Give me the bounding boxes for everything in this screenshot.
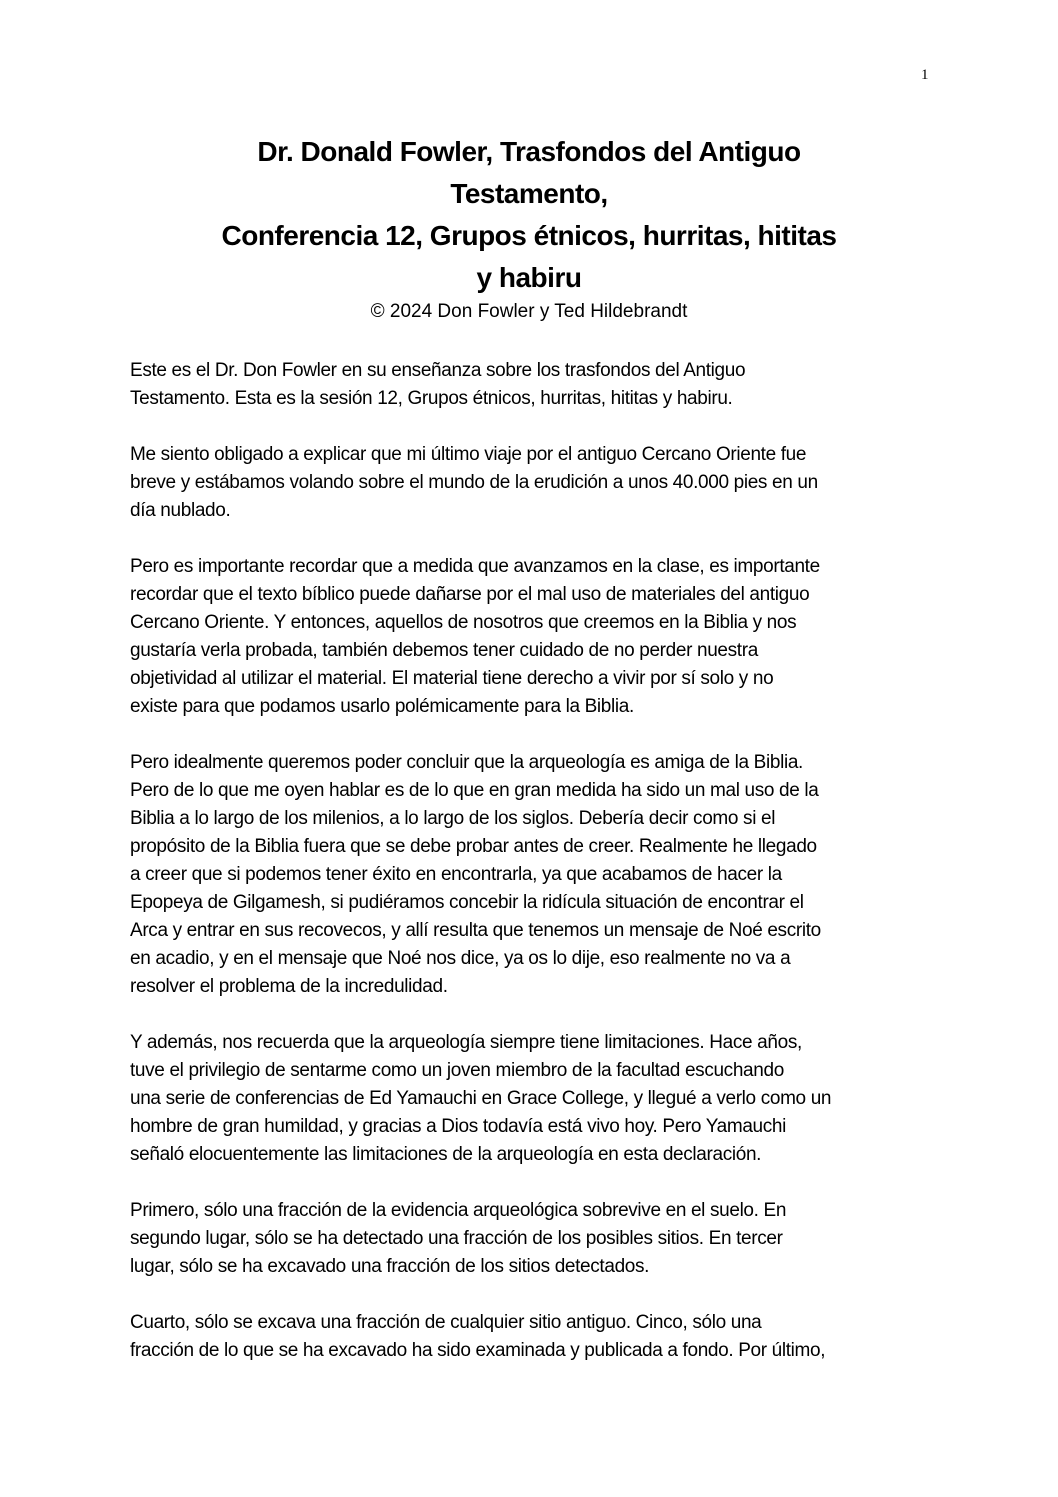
title-line-4: y habiru [476, 262, 582, 293]
text-line: día nublado. [130, 500, 231, 521]
text-line: una serie de conferencias de Ed Yamauchi en Grace College, y llegué a verlo como un [130, 1088, 832, 1109]
text-line: fracción de lo que se ha excavado ha sido examinada y publicada a fondo. Por último, [130, 1340, 826, 1361]
text-line: Arca y entrar en sus recovecos, y allí resulta que tenemos un mensaje de Noé escrito [130, 920, 821, 941]
text-line: Cuarto, sólo se excava una fracción de cualquier sitio antiguo. Cinco, sólo una [130, 1312, 762, 1333]
text-line: Primero, sólo una fracción de la evidencia arqueológica sobrevive en el suelo. En [130, 1200, 787, 1221]
text-line: Cercano Oriente. Y entonces, aquellos de nosotros que creemos en la Biblia y nos [130, 612, 797, 633]
text-line: en acadio, y en el mensaje que Noé nos dice, ya os lo dije, eso realmente no va a [130, 948, 791, 969]
paragraph [130, 1197, 930, 1281]
paragraph [130, 357, 930, 413]
text-line: Y además, nos recuerda que la arqueología siempre tiene limitaciones. Hace años, [130, 1032, 802, 1053]
title-line-2: Testamento, [450, 178, 608, 209]
text-line: a creer que si podemos tener éxito en encontrarla, ya que acabamos de hacer la [130, 864, 782, 885]
paragraph [130, 1309, 930, 1365]
text-line: Pero es importante recordar que a medida que avanzamos en la clase, es importante [130, 556, 820, 577]
title-line-3: Conferencia 12, Grupos étnicos, hurritas, hititas [221, 220, 837, 251]
title-line-1: Dr. Donald Fowler, Trasfondos del Antiguo [257, 136, 801, 167]
text-line: lugar, sólo se ha excavado una fracción de los sitios detectados. [130, 1256, 650, 1277]
text-line: Epopeya de Gilgamesh, si pudiéramos concebir la ridícula situación de encontrar el [130, 892, 804, 913]
document-header [130, 131, 928, 327]
document-body [130, 357, 930, 1393]
text-line: breve y estábamos volando sobre el mundo de la erudición a unos 40.000 pies en un [130, 472, 818, 493]
text-line: hombre de gran humildad, y gracias a Dios todavía está vivo hoy. Pero Yamauchi [130, 1116, 787, 1137]
paragraph [130, 441, 930, 525]
text-line: objetividad al utilizar el material. El material tiene derecho a vivir por sí solo y no [130, 668, 774, 689]
text-line: Pero idealmente queremos poder concluir que la arqueología es amiga de la Biblia. [130, 752, 803, 773]
copyright-notice: © 2024 Don Fowler y Ted Hildebrandt [370, 301, 688, 322]
text-line: Me siento obligado a explicar que mi último viaje por el antiguo Cercano Oriente fue [130, 444, 807, 465]
text-line: propósito de la Biblia fuera que se debe probar antes de creer. Realmente he llegado [130, 836, 817, 857]
text-line: recordar que el texto bíblico puede dañarse por el mal uso de materiales del antiguo [130, 584, 810, 605]
text-line: Testamento. Esta es la sesión 12, Grupos étnicos, hurritas, hititas y habiru. [130, 388, 733, 409]
paragraph [130, 553, 930, 721]
paragraph [130, 749, 930, 1001]
text-line: gustaría verla probada, también debemos tener cuidado de no perder nuestra [130, 640, 758, 661]
text-line: señaló elocuentemente las limitaciones de la arqueología en esta declaración. [130, 1144, 762, 1165]
paragraph [130, 1029, 930, 1169]
text-line: resolver el problema de la incredulidad. [130, 976, 448, 997]
page-number: 1 [921, 67, 929, 83]
text-line: Este es el Dr. Don Fowler en su enseñanza sobre los trasfondos del Antiguo [130, 360, 746, 381]
text-line: existe para que podamos usarlo polémicamente para la Biblia. [130, 696, 634, 717]
text-line: segundo lugar, sólo se ha detectado una fracción de los posibles sitios. En tercer [130, 1228, 783, 1249]
text-line: tuve el privilegio de sentarme como un joven miembro de la facultad escuchando [130, 1060, 784, 1081]
text-line: Pero de lo que me oyen hablar es de lo que en gran medida ha sido un mal uso de la [130, 780, 819, 801]
text-line: Biblia a lo largo de los milenios, a lo largo de los siglos. Debería decir como si el [130, 808, 776, 829]
